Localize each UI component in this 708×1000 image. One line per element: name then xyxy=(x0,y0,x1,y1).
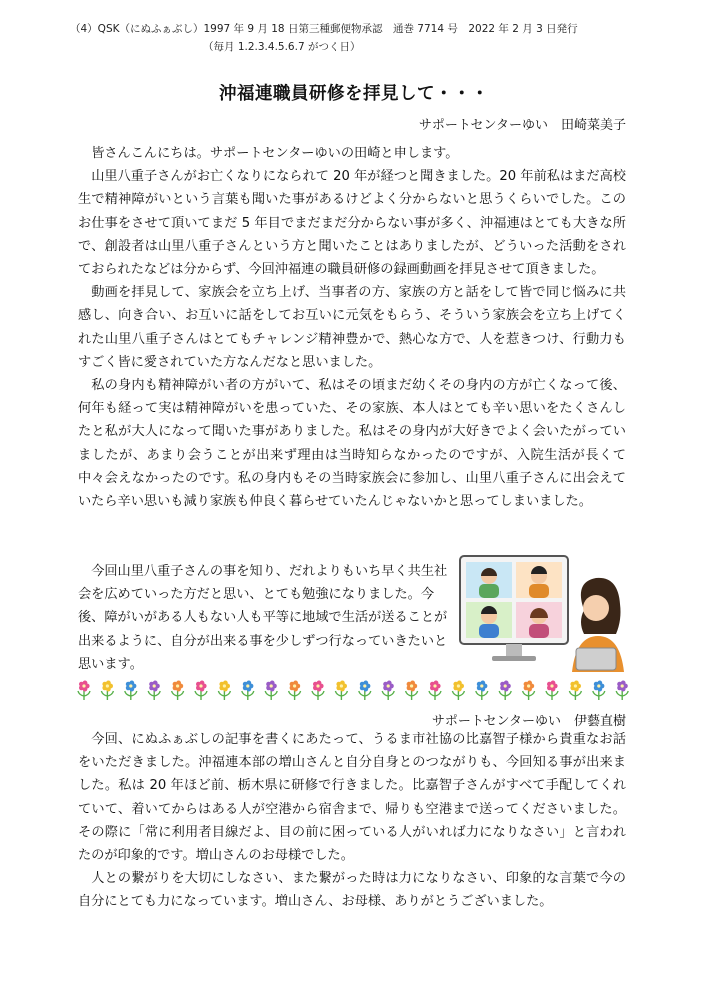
flower-icon xyxy=(476,681,488,700)
article1-paragraph: 今回山里八重子さんの事を知り、だれよりもいち早く共生社会を広めていった方だと思い、とても勉強になりました。今後、障がいがある人もない人も平等に地域で生活が送ることが出来るように、自分が出来る事を少しずつ行なっていきたいと思います。 xyxy=(78,564,448,672)
flower-icon xyxy=(546,681,558,700)
flower-icon xyxy=(78,681,90,700)
article1-author: サポートセンターゆい 田崎菜美子 xyxy=(418,118,626,133)
article2-paragraph: 人との繋がりを大切にしなさい、また繋がった時は力になりなさい、印象的な言葉で今の自分にとても力になっています。増山さん、お母様、ありがとうございました。 xyxy=(78,871,626,910)
article1-paragraph: 動画を拝見して、家族会を立ち上げ、当事者の方、家族の方と話をして皆で同じ悩みに共感し、向き合い、お互いに話をしてお互いに元気をもらう、そういう家族会を立ち上げてくれた山里八重子さんはとてもチャレンジ精神豊かで、熱心な方で、人を惹きつけ、行動力もすごく皆に愛されていた方なんだなと思いました。 xyxy=(78,285,626,370)
article2-body xyxy=(78,728,626,914)
flower-icon xyxy=(125,681,137,700)
article2-paragraph: 今回、にぬふぁぶしの記事を書くにあたって、うるま市社協の比嘉智子様から貴重なお話をいただきました。沖福連本部の増山さんと自分自身とのつながりも、今回知る事が出来ました。私は 20 年ほど前、栃木県に研修で行きました。比嘉智子さんがすべて手配してくれていて、着いてからはある人が空港から宿舎まで、帰りも空港まで送ってくださいました。その際に「常に利用者目線だよ、目の前に困っている人がいれば力になりなさい」と言われたのが印象的です。増山さんのお母様でした。 xyxy=(78,732,626,864)
flower-icon xyxy=(218,681,230,700)
flower-icon xyxy=(569,681,581,700)
flower-icon xyxy=(359,681,371,700)
flower-icon xyxy=(101,681,113,700)
flower-icon xyxy=(406,681,418,700)
flower-icon xyxy=(195,681,207,700)
flower-icon xyxy=(523,681,535,700)
flower-icon xyxy=(242,681,254,700)
flower-icon xyxy=(382,681,394,700)
article1-closing xyxy=(78,560,456,676)
article1-body xyxy=(78,142,626,513)
flower-icon xyxy=(499,681,511,700)
header-line-1: （4）QSK（にぬふぁぶし）1997 年 9 月 18 日第三種郵便物承認 通巻 7714 号 2022 年 2 月 3 日発行 xyxy=(70,23,578,35)
flower-icon xyxy=(429,681,441,700)
article1-paragraph: 山里八重子さんがお亡くなりになられて 20 年が経つと聞きました。20 年前私はまだ高校生で精神障がいという言葉も聞いた事があるけどよく分からないと思うくらいでした。このお仕事をさせて頂いてまだ 5 年目でまだまだ分からない事が多く、沖福連はとても大きな所で、創設者は山里八重子さんという方と聞いたことはありましたが、どういった活動をされておられたなどは分からず、今回沖福連の職員研修の録画動画を拝見させて頂きました。 xyxy=(78,169,626,278)
flower-icon xyxy=(452,681,464,700)
video-call-illustration xyxy=(458,552,628,672)
flower-icon xyxy=(335,681,347,700)
flower-icon xyxy=(148,681,160,700)
flower-icon xyxy=(265,681,277,700)
article2-author: サポートセンターゆい 伊藝直樹 xyxy=(431,714,626,729)
flower-icon xyxy=(616,681,628,700)
flower-icon xyxy=(289,681,301,700)
article-title: 沖福連職員研修を拝見して・・・ xyxy=(219,84,489,104)
header-line-2: （毎月 1.2.3.4.5.6.7 がつく日） xyxy=(203,41,361,53)
page-header xyxy=(70,20,650,56)
flower-icon xyxy=(593,681,605,700)
article1-paragraph: 私の身内も精神障がい者の方がいて、私はその頃まだ幼くその身内の方が亡くなって後、何年も経って実は精神障がいを患っていた、その家族、本人はとても辛い思いをたくさんしたと私が大人になって聞いた事がありました。私はその身内が大好きでよく会いたがっていましたが、あまり会うことが出来ず理由は当時知らなかったのですが、入院生活が長くて中々会えなかったのです。私の身内もその当時家族会に参加し、山里八重子さんに出会えていたら辛い思いも減り家族も仲良く暮らせていたんじゃないかと思ってしまいました。 xyxy=(78,378,626,510)
article1-paragraph: 皆さんこんにちは。サポートセンターゆいの田崎と申します。 xyxy=(91,146,459,161)
flower-icon xyxy=(172,681,184,700)
flower-divider xyxy=(74,678,634,702)
flower-icon xyxy=(312,681,324,700)
